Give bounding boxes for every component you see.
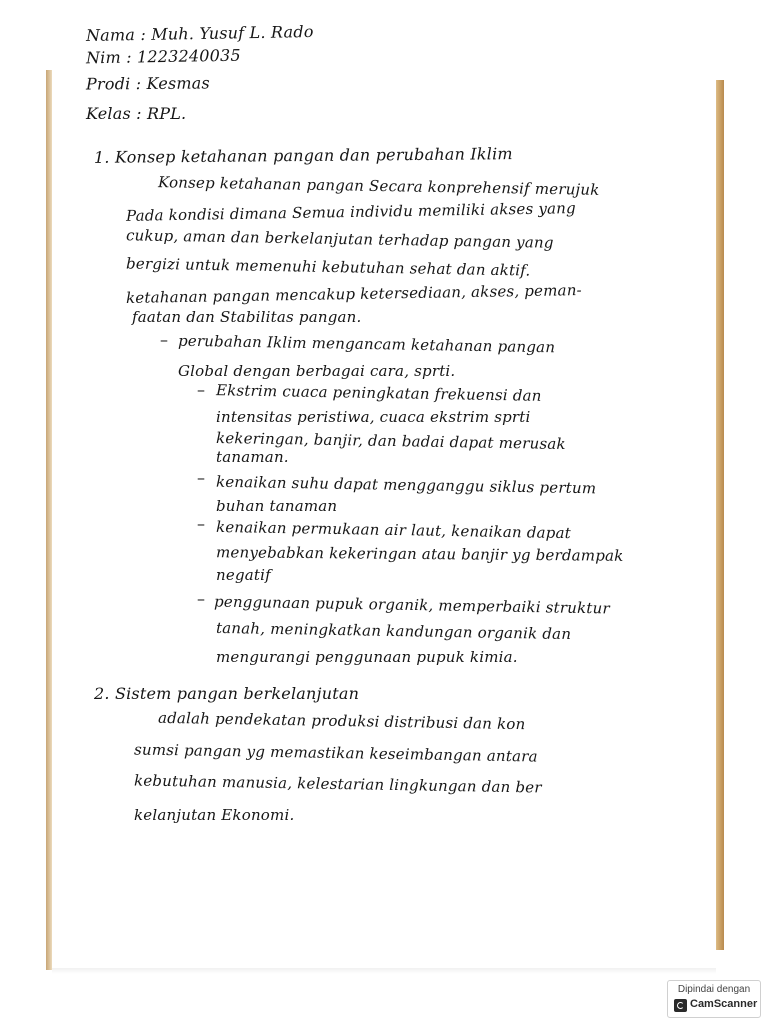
section2-heading: 2. Sistem pangan berkelanjutan [94,684,360,703]
section1-para-line: ketahanan pangan mencakup ketersediaan, akses, peman- [125,281,583,307]
bullet-line: tanaman. [216,448,289,466]
dash-marker: – [197,589,205,608]
bullet-line: intensitas peristiwa, cuaca ekstrim sprti [216,408,531,426]
header-prodi: Prodi : Kesmas [85,73,210,94]
section1-para-line: Pada kondisi dimana Semua individu memiliki akses yang [125,199,577,225]
camscanner-logo-icon [674,999,687,1012]
bullet-line: kenaikan permukaan air laut, kenaikan dapat [215,517,572,543]
bullet-line: mengurangi penggunaan pupuk kimia. [216,648,518,666]
bullet-line: negatif [216,566,271,584]
section1-para-line: Konsep ketahanan pangan Secara konprehensif merujuk [157,173,600,199]
dash-marker: – [160,330,168,349]
header-nim: Nim : 1223240035 [85,45,242,68]
section1-para-line: faatan dan Stabilitas pangan. [132,308,362,326]
climate-intro-line: perubahan Iklim mengancam ketahanan pangan [177,331,556,357]
paper-bottom-shadow [52,968,716,974]
bullet-line: kekeringan, banjir, dan badai dapat merusak [215,428,566,454]
section2-para-line: kelanjutan Ekonomi. [134,806,295,824]
section1-para-line: cukup, aman dan berkelanjutan terhadap pangan yang [125,226,554,252]
watermark-brand: CamScanner [690,998,758,1010]
watermark-caption: Dipindai dengan [677,984,751,995]
climate-intro-line: Global dengan berbagai cara, sprti. [178,362,456,380]
section2-para-line: sumsi pangan yg memastikan keseimbangan antara [133,740,538,766]
bullet-line: buhan tanaman [216,497,338,515]
dash-marker: – [197,380,205,399]
dash-marker: – [197,468,205,487]
section2-para-line: adalah pendekatan produksi distribusi dan kon [157,708,526,734]
bullet-line: tanah, meningkatkan kandungan organik dan [215,618,572,644]
bullet-line: penggunaan pupuk organik, memperbaiki struktur [213,592,611,618]
header-kelas: Kelas : RPL. [86,104,187,123]
bullet-line: Ekstrim cuaca peningkatan frekuensi dan [215,381,542,405]
section2-para-line: kebutuhan manusia, kelestarian lingkungan dan ber [133,771,542,797]
section1-heading: 1. Konsep ketahanan pangan dan perubahan Iklim [93,144,513,167]
header-nama: Nama : Muh. Yusuf L. Rado [85,22,314,45]
section1-para-line: bergizi untuk memenuhi kebutuhan sehat dan aktif. [125,254,531,280]
camscanner-watermark [667,980,761,1018]
bullet-line: kenaikan suhu dapat mengganggu siklus pertum [215,472,597,498]
dash-marker: – [197,514,205,533]
bullet-line: menyebabkan kekeringan atau banjir yg berdampak [215,543,624,565]
